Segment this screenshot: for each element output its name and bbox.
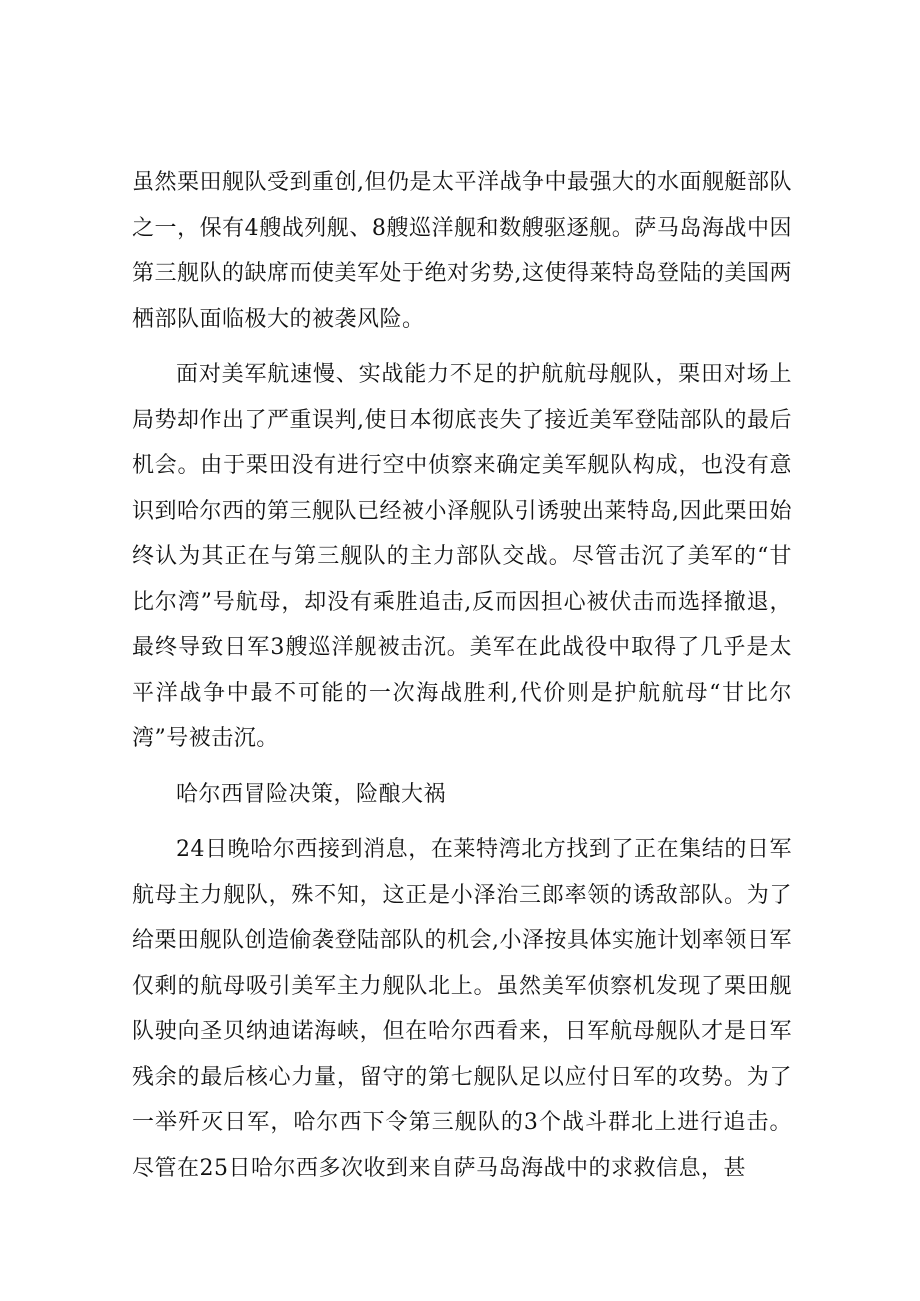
paragraph-kurita-misjudgment: 面对美军航速慢、实战能力不足的护航航母舰队，栗田对场上局势却作出了严重误判,使日本彻底丧失了接近美军登陆部队的最后机会。由于栗田没有进行空中侦察来确定美军舰队构成，也没有意识到哈尔西的第三舰队已经被小泽舰队引诱驶出莱特岛,因此栗田始终认为其正在与第三舰队的主力部队交战。尽管击沉了美军的“甘比尔湾”号航母，却没有乘胜追击,反而因担心被伏击而选择撤退，最终导致日军3艘巡洋舰被击沉。美军在此战役中取得了几乎是太平洋战争中最不可能的一次海战胜利,代价则是护航航母“甘比尔湾”号被击沉。	[132, 362, 792, 751]
paragraph-samar-situation: 虽然栗田舰队受到重创,但仍是太平洋战争中最强大的水面舰艇部队之一，保有4艘战列舰、8艘巡洋舰和数艘驱逐舰。萨马岛海战中因第三舰队的缺席而使美军处于绝对劣势,这使得莱特岛登陆的美国两栖部队面临极大的被袭风险。	[132, 170, 792, 332]
paragraph-halsey-pursuit: 24日晚哈尔西接到消息，在莱特湾北方找到了正在集结的日军航母主力舰队，殊不知，这正是小泽治三郎率领的诱敌部队。为了给栗田舰队创造偷袭登陆部队的机会,小泽按具体实施计划率领日军仅剩的航母吸引美军主力舰队北上。虽然美军侦察机发现了栗田舰队驶向圣贝纳迪诺海峡，但在哈尔西看来，日军航母舰队才是日军残余的最后核心力量，留守的第七舰队足以应付日军的攻势。为了一举歼灭日军，哈尔西下令第三舰队的3个战斗群北上进行追击。尽管在25日哈尔西多次收到来自萨马岛海战中的求救信息，甚	[132, 837, 792, 1181]
section-heading-halsey: 哈尔西冒险决策，险酿大祸	[176, 781, 447, 807]
document-body	[132, 160, 792, 1201]
